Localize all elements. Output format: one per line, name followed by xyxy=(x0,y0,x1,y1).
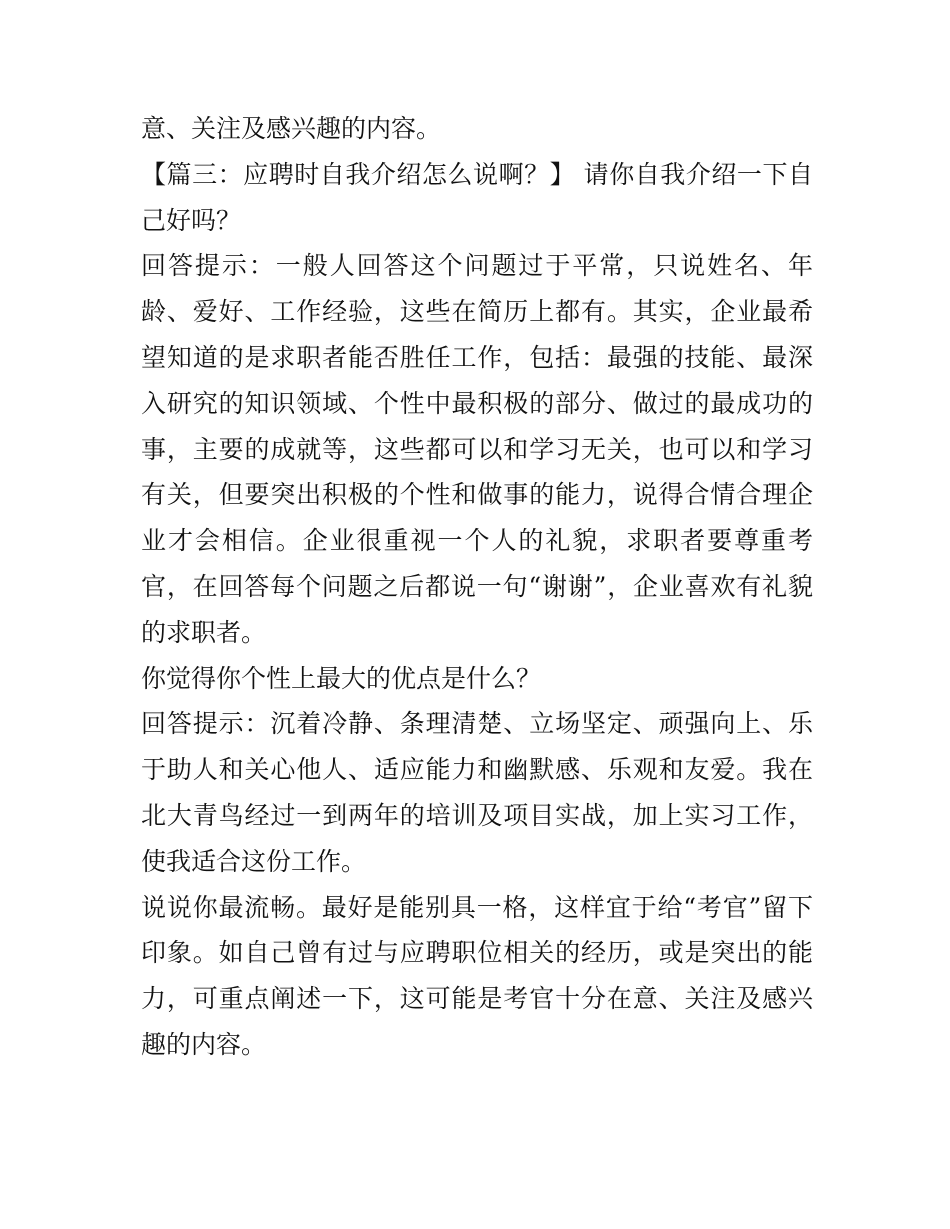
paragraph-section-heading: 【篇三：应聘时自我介绍怎么说啊？】 请你自我介绍一下自己好吗？ xyxy=(141,159,813,235)
document-body xyxy=(141,106,813,1068)
paragraph-question: 你觉得你个性上最大的优点是什么？ xyxy=(141,663,542,693)
paragraph-answer-hint-2: 回答提示：沉着冷静、条理清楚、立场坚定、顽强向上、乐于助人和关心他人、适应能力和幽默感、乐观和友爱。我在北大青鸟经过一到两年的培训及项目实战，加上实习工作，使我适合这份工作。 xyxy=(141,709,813,876)
paragraph-answer-hint-1: 回答提示：一般人回答这个问题过于平常，只说姓名、年龄、爱好、工作经验，这些在简历上都有。其实，企业最希望知道的是求职者能否胜任工作，包括：最强的技能、最深入研究的知识领域、个性中最积极的部分、做过的最成功的事，主要的成就等，这些都可以和学习无关，也可以和学习有关，但要突出积极的个性和做事的能力，说得合情合理企业才会相信。企业很重视一个人的礼貌，求职者要尊重考官，在回答每个问题之后都说一句“谢谢”，企业喜欢有礼貌的求职者。 xyxy=(141,251,813,647)
paragraph-continuation: 意、关注及感兴趣的内容。 xyxy=(141,114,442,143)
paragraph-final: 说说你最流畅。最好是能别具一格，这样宜于给“考官”留下印象。如自己曾有过与应聘职位相关的经历，或是突出的能力，可重点阐述一下，这可能是考官十分在意、关注及感兴趣的内容。 xyxy=(141,892,813,1059)
